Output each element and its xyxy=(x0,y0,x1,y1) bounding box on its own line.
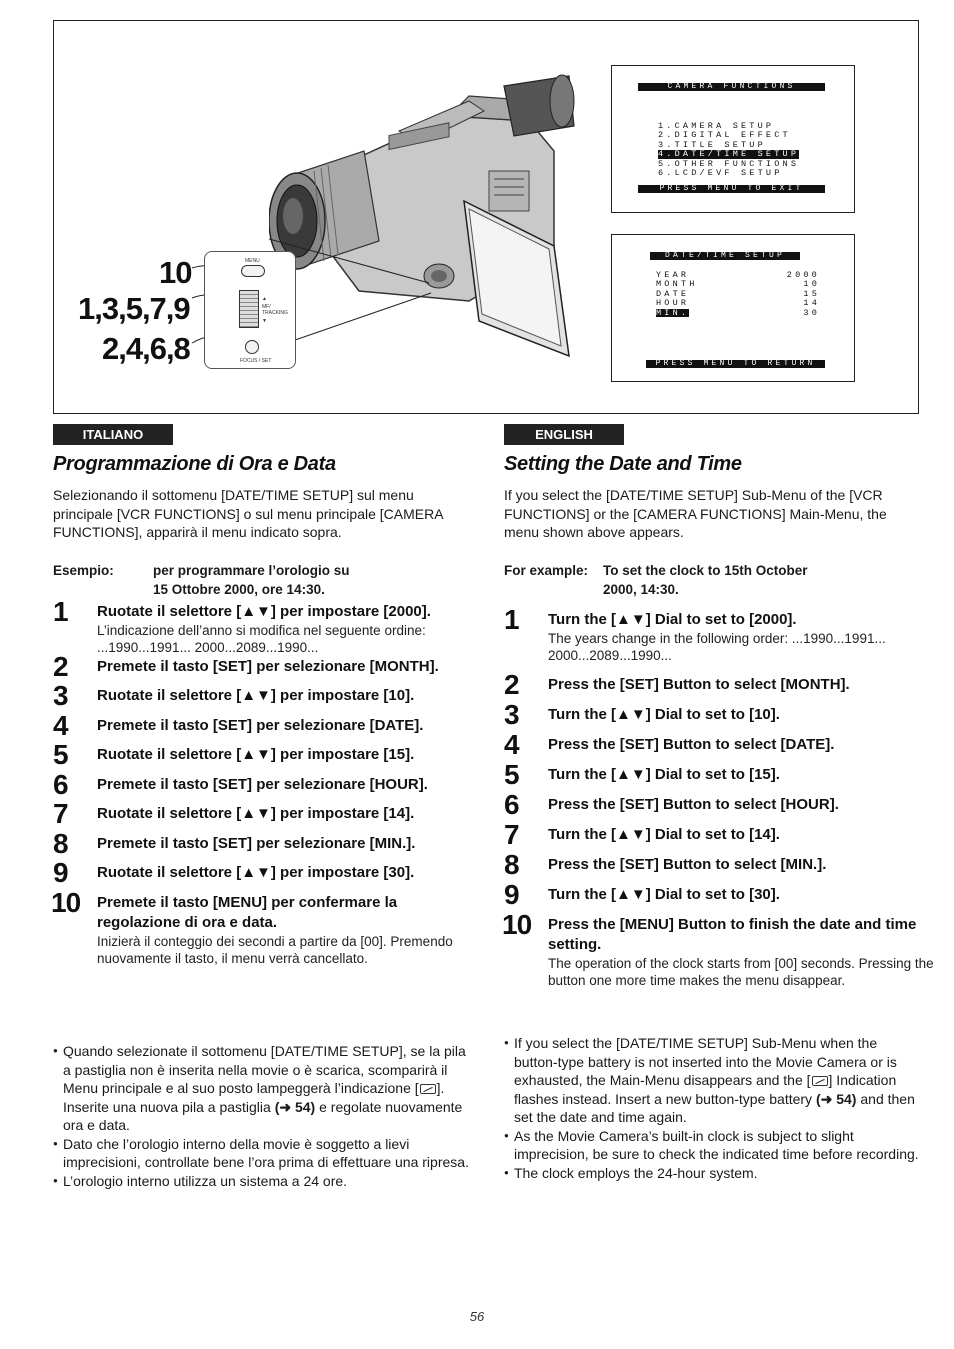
screen1-title: CAMERA FUNCTIONS xyxy=(638,83,825,91)
instruction-step xyxy=(53,596,483,656)
screen2-field-value: 15 xyxy=(803,288,820,299)
up-arrow-icon: ▲ xyxy=(262,296,267,302)
page-number: 56 xyxy=(469,1309,485,1324)
italian-example-line2: 15 Ottobre 2000, ore 14:30. xyxy=(153,582,325,597)
step-text: Press the [SET] Button to select [MIN.]. xyxy=(548,856,827,873)
note-text: As the Movie Camera’s built-in clock is subject to slight imprecision, be sure to check the indicated time before recording. xyxy=(514,1127,919,1162)
note-item xyxy=(504,1127,924,1164)
note-text: Quando selezionate il sottomenu [DATE/TIME SETUP], se la pila a pastiglia non è inserita nella movie o è scarica, scomparirà il Menu principale e al suo posto lampeggerà l’indicazione [ xyxy=(63,1043,466,1096)
note-item xyxy=(504,1164,924,1183)
english-example-line2: 2000, 14:30. xyxy=(603,582,679,597)
callout-step-10: 10 xyxy=(159,255,192,290)
mf-tracking-label: MF/ TRACKING xyxy=(262,304,288,316)
step-number: 6 xyxy=(53,768,69,800)
english-example-line1: To set the clock to 15th October xyxy=(603,563,808,578)
step-text: Premete il tasto [MENU] per confermare la regolazione di ora e data. xyxy=(97,893,398,931)
menu-button[interactable] xyxy=(241,265,265,277)
step-number: 7 xyxy=(53,798,69,829)
english-steps xyxy=(502,604,934,989)
screen2-field-label: MIN. xyxy=(656,307,690,318)
step-number: 8 xyxy=(53,827,69,859)
bullet-icon: ● xyxy=(504,1038,509,1047)
callout-steps-even: 2,4,6,8 xyxy=(102,331,190,366)
step-number: 2 xyxy=(504,669,520,700)
screen2-field-value: 2000 xyxy=(786,270,820,280)
note-item xyxy=(53,1172,473,1191)
instruction-step xyxy=(51,886,483,967)
instruction-step xyxy=(504,759,934,790)
bullet-icon: ● xyxy=(504,1167,509,1177)
step-note: The years change in the following order: ...1990...1991... 2000...2089...1990... xyxy=(548,631,886,663)
step-note: Inizierà il conteggio dei secondi a partire da [00]. Premendo nuovamente il tasto, il menu verrà cancellato. xyxy=(97,933,453,966)
step-number: 8 xyxy=(504,849,520,880)
english-example xyxy=(504,561,924,601)
instruction-step xyxy=(504,699,934,730)
bullet-icon: ● xyxy=(53,1046,58,1055)
note-item xyxy=(53,1135,473,1172)
screen2-footer: PRESS MENU TO RETURN xyxy=(646,360,825,368)
screen1-menu-item: 3.TITLE SETUP xyxy=(658,139,766,150)
step-text: Premete il tasto [SET] per selezionare [DATE]. xyxy=(97,716,424,734)
camera-figure xyxy=(53,20,919,414)
step-number: 5 xyxy=(53,739,69,770)
date-time-setup-screen xyxy=(611,234,855,382)
screen1-menu-item: 5.OTHER FUNCTIONS xyxy=(658,158,800,169)
camcorder-illustration xyxy=(269,61,599,361)
instruction-step xyxy=(53,739,483,770)
instruction-step xyxy=(504,729,934,760)
step-text: Press the [SET] Button to select [MONTH]. xyxy=(548,676,850,693)
step-number: 9 xyxy=(53,857,69,888)
english-intro: If you select the [DATE/TIME SETUP] Sub-Menu of the [VCR FUNCTIONS] or the [CAMERA FUNCTIONS] Main-Menu, the menu shown above appears. xyxy=(504,487,887,540)
bullet-icon: ● xyxy=(504,1130,509,1140)
step-number: 10 xyxy=(502,909,532,940)
screen2-field-value: 30 xyxy=(803,307,820,318)
english-language-tag: ENGLISH xyxy=(504,424,624,445)
bullet-icon: ● xyxy=(53,1175,58,1185)
jog-dial[interactable] xyxy=(239,290,259,328)
note-text: Dato che l’orologio interno della movie è soggetto a lievi imprecisioni, controllate bene l’ora prima di effettuare una ripresa. xyxy=(63,1135,469,1170)
step-note: The operation of the clock starts from [00] seconds. Pressing the button one more time makes the menu disappear. xyxy=(548,956,934,988)
step-number: 4 xyxy=(504,729,520,760)
step-number: 9 xyxy=(504,879,520,910)
step-number: 6 xyxy=(504,789,520,820)
instruction-step xyxy=(504,819,934,850)
step-number: 2 xyxy=(53,651,69,682)
screen1-menu-item: 1.CAMERA SETUP xyxy=(658,121,775,131)
italian-notes xyxy=(53,1042,473,1190)
down-arrow-icon: ▼ xyxy=(262,318,267,324)
english-notes xyxy=(504,1034,924,1182)
focus-set-label: FOCUS / SET xyxy=(240,358,272,364)
screen2-field-label: MONTH xyxy=(656,279,698,290)
page-reference: (➜ 54) xyxy=(274,1098,316,1115)
step-text: Turn the [▲▼] Dial to set to [10]. xyxy=(548,706,780,723)
screen1-menu-item: 2.DIGITAL EFFECT xyxy=(658,130,791,141)
step-text: Ruotate il selettore [▲▼] per impostare [14]. xyxy=(97,805,415,822)
instruction-step xyxy=(504,849,934,880)
note-text: The clock employs the 24-hour system. xyxy=(514,1164,758,1181)
screen2-field-value: 10 xyxy=(803,279,820,290)
focus-set-button[interactable] xyxy=(245,340,259,354)
step-text: Turn the [▲▼] Dial to set to [2000]. xyxy=(548,611,797,628)
dial-panel xyxy=(204,251,296,369)
step-number: 7 xyxy=(504,819,520,850)
step-number: 5 xyxy=(504,759,520,790)
instruction-step xyxy=(504,604,934,664)
step-text: Ruotate il selettore [▲▼] per impostare [2000]. xyxy=(97,603,431,620)
step-text: Premete il tasto [SET] per selezionare [HOUR]. xyxy=(97,775,428,793)
bullet-icon: ● xyxy=(53,1138,58,1148)
instruction-step xyxy=(504,789,934,820)
step-number: 3 xyxy=(53,680,69,711)
step-text: Turn the [▲▼] Dial to set to [14]. xyxy=(548,826,780,843)
screen2-title: DATE/TIME SETUP xyxy=(650,252,800,260)
note-item xyxy=(504,1034,924,1127)
menu-label: MENU xyxy=(245,258,260,264)
battery-warning-icon xyxy=(812,1076,828,1086)
instruction-step xyxy=(53,827,483,859)
instruction-step xyxy=(53,857,483,888)
instruction-step xyxy=(53,768,483,800)
italian-language-tag: ITALIANO xyxy=(53,424,173,445)
italian-example-line1: per programmare l’orologio su xyxy=(153,563,350,578)
step-text: Ruotate il selettore [▲▼] per impostare [10]. xyxy=(97,687,415,704)
note-text: If you select the [DATE/TIME SETUP] Sub-Menu when the button-type battery is not inserted into the Movie Camera or is exhausted, the Main-Menu disappears and the [ xyxy=(514,1035,897,1088)
screen1-menu-item: 4.DATE/TIME SETUP xyxy=(658,149,800,160)
step-number: 1 xyxy=(53,596,69,627)
step-text: Premete il tasto [SET] per selezionare [MONTH]. xyxy=(97,658,439,675)
note-text: L’orologio interno utilizza un sistema a 24 ore. xyxy=(63,1172,348,1189)
note-text: and then set the date and time again. xyxy=(514,1090,915,1125)
step-text: Press the [SET] Button to select [HOUR]. xyxy=(548,796,839,813)
italian-intro: Selezionando il sottomenu [DATE/TIME SETUP] sul menu principale [VCR FUNCTIONS] o sul menu principale [CAMERA FUNCTIONS], apparirà il menu indicato sopra. xyxy=(53,487,443,540)
note-text: ]. Inserite una nuova pila a pastiglia xyxy=(63,1080,445,1115)
note-text: e regolate nuovamente ora e data. xyxy=(63,1098,463,1133)
step-text: Press the [MENU] Button to finish the date and time setting. xyxy=(548,916,917,953)
step-text: Ruotate il selettore [▲▼] per impostare [15]. xyxy=(97,746,415,763)
step-text: Turn the [▲▼] Dial to set to [30]. xyxy=(548,886,780,903)
instruction-step xyxy=(53,709,483,741)
battery-warning-icon xyxy=(420,1084,436,1094)
italian-steps xyxy=(51,596,483,967)
step-number: 10 xyxy=(51,886,81,918)
screen2-field-label: YEAR xyxy=(656,270,690,280)
camera-functions-screen xyxy=(611,65,855,213)
instruction-step xyxy=(504,669,934,700)
english-example-label: For example: xyxy=(504,563,589,578)
callout-steps-odd: 1,3,5,7,9 xyxy=(78,291,190,326)
screen2-field-value: 14 xyxy=(803,298,820,309)
italian-heading: Programmazione di Ora e Data xyxy=(53,453,336,475)
italian-example xyxy=(53,561,473,601)
step-number: 1 xyxy=(504,604,520,635)
screen1-menu-item: 6.LCD/EVF SETUP xyxy=(658,168,783,178)
step-text: Press the [SET] Button to select [DATE]. xyxy=(548,736,835,753)
instruction-step xyxy=(53,651,483,682)
instruction-step xyxy=(53,798,483,829)
step-note: L’indicazione dell’anno si modifica nel seguente ordine: ...1990...1991... 2000...2089...1990... xyxy=(97,623,426,655)
step-text: Ruotate il selettore [▲▼] per impostare [30]. xyxy=(97,864,415,881)
step-text: Premete il tasto [SET] per selezionare [MIN.]. xyxy=(97,834,416,852)
screen2-field-label: HOUR xyxy=(656,298,690,309)
italian-example-label: Esempio: xyxy=(53,563,114,578)
instruction-step xyxy=(53,680,483,711)
step-text: Turn the [▲▼] Dial to set to [15]. xyxy=(548,766,780,783)
step-number: 4 xyxy=(53,709,69,741)
page-reference: (➜ 54) xyxy=(815,1090,857,1107)
note-item xyxy=(53,1042,473,1135)
english-heading: Setting the Date and Time xyxy=(504,453,742,475)
screen2-field-label: DATE xyxy=(656,288,690,299)
instruction-step xyxy=(504,879,934,910)
note-text: ] Indication flashes instead. Insert a new button-type battery xyxy=(514,1072,897,1107)
screen1-footer: PRESS MENU TO EXIT xyxy=(638,185,825,193)
instruction-step xyxy=(502,909,934,989)
step-number: 3 xyxy=(504,699,520,730)
